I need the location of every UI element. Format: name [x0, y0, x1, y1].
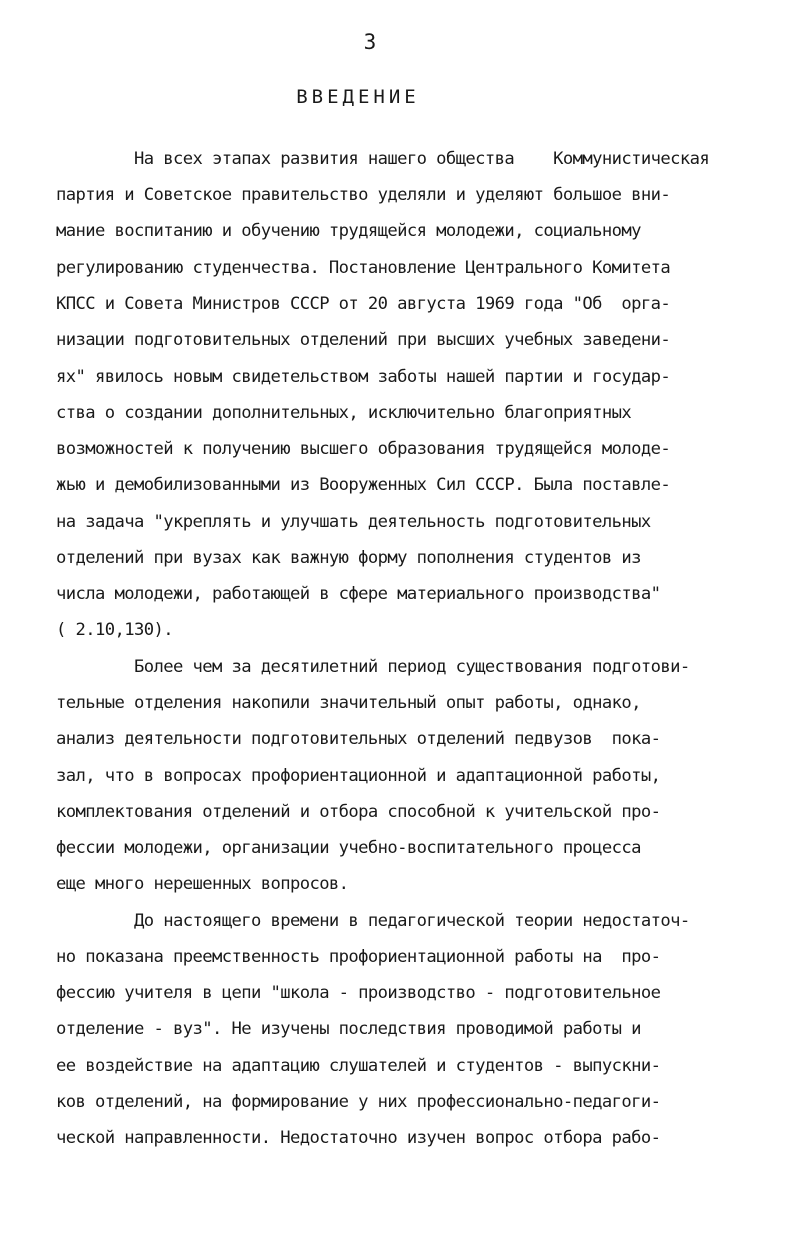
text-line: ее воздействие на адаптацию слушателей и студентов - выпускни- [56, 1056, 661, 1076]
page-number: 3 [363, 30, 377, 54]
text-line: еще много нерешенных вопросов. [56, 874, 349, 894]
text-line: регулированию студенчества. Постановление Центрального Комитета [56, 258, 671, 278]
text-line: КПСС и Совета Министров СССР от 20 августа 1969 года "Об орга- [56, 294, 671, 314]
section-heading: ВВЕДЕНИЕ [296, 86, 420, 108]
text-line: комплектования отделений и отбора способной к учительской про- [56, 802, 661, 822]
text-line: ства о создании дополнительных, исключительно благоприятных [56, 403, 632, 423]
text-line: жью и демобилизованными из Вооруженных Сил СССР. Была поставле- [56, 475, 671, 495]
text-line: ( 2.10,130). [56, 620, 173, 640]
text-line: отделение - вуз". Не изучены последствия проводимой работы и [56, 1019, 641, 1039]
text-line: числа молодежи, работающей в сфере материального производства" [56, 584, 661, 604]
text-line: анализ деятельности подготовительных отделений педвузов пока- [56, 729, 661, 749]
text-line: Более чем за десятилетний период существования подготови- [56, 657, 690, 677]
text-line: тельные отделения накопили значительный опыт работы, однако, [56, 693, 641, 713]
text-line: зал, что в вопросах профориентационной и адаптационной работы, [56, 766, 661, 786]
text-line: фессии молодежи, организации учебно-воспитательного процесса [56, 838, 641, 858]
text-line: фессию учителя в цепи "школа - производство - подготовительное [56, 983, 661, 1003]
text-line: ях" явилось новым свидетельством заботы нашей партии и государ- [56, 367, 671, 387]
text-line: отделений при вузах как важную форму пополнения студентов из [56, 548, 641, 568]
text-line: возможностей к получению высшего образования трудящейся молоде- [56, 439, 671, 459]
text-line: но показана преемственность профориентационной работы на про- [56, 947, 661, 967]
text-line: На всех этапах развития нашего общества Коммунистическая [56, 149, 710, 169]
text-line: До настоящего времени в педагогической теории недостаточ- [56, 911, 690, 931]
text-line: на задача "укреплять и улучшать деятельность подготовительных [56, 512, 651, 532]
text-line: партия и Советское правительство уделяли и уделяют большое вни- [56, 185, 671, 205]
text-line: ческой направленности. Недостаточно изучен вопрос отбора рабо- [56, 1128, 661, 1148]
text-line: мание воспитанию и обучению трудящейся молодежи, социальному [56, 221, 641, 241]
text-line: низации подготовительных отделений при высших учебных заведени- [56, 330, 671, 350]
text-line: ков отделений, на формирование у них профессионально-педагоги- [56, 1092, 661, 1112]
